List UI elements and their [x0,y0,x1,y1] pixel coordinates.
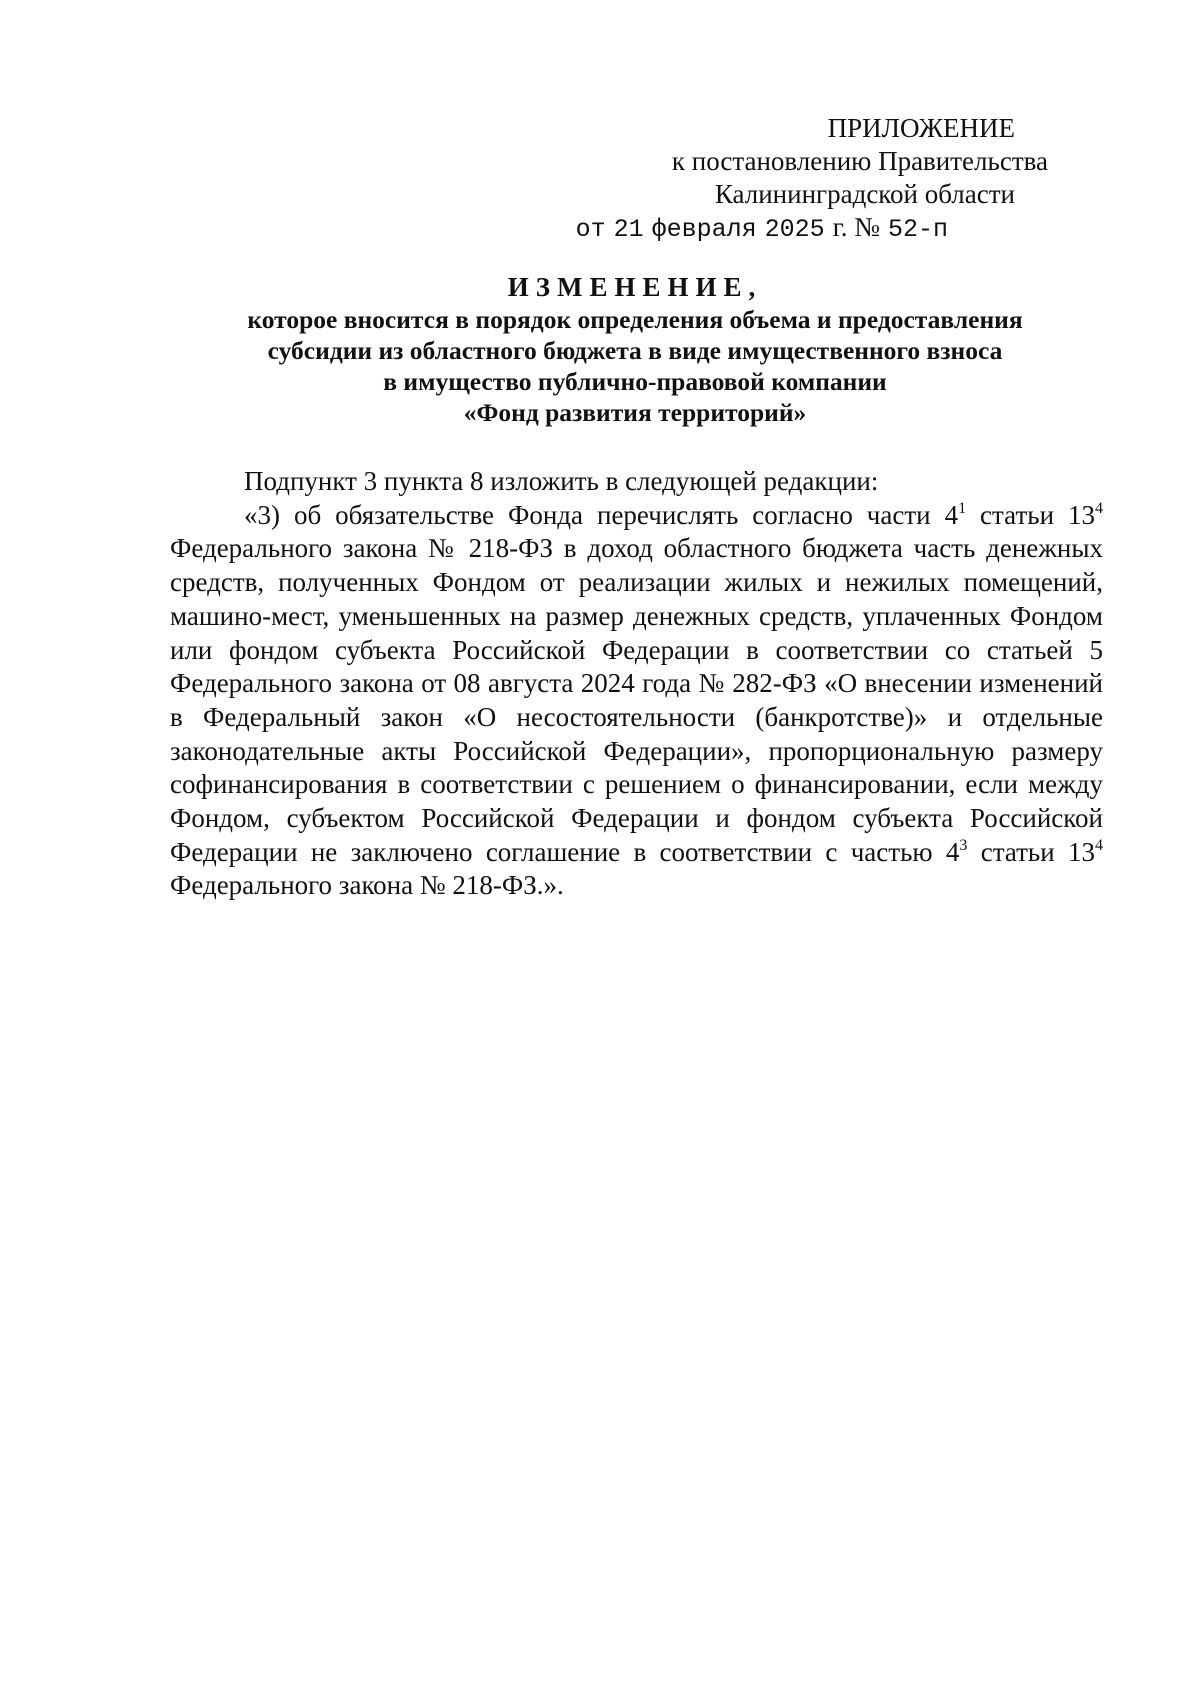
appendix-date-line [576,211,1048,246]
intro-paragraph: Подпункт 3 пункта 8 изложить в следующей редакции: [244,466,879,496]
doc-number: 52-п [887,215,948,244]
appendix-gov-line: к постановлению Правительства [671,146,1048,176]
superscript-a: 1 [958,499,967,517]
amendment-text-a: «3) об обязательстве Фонда перечислять согласно части 4 [244,499,959,530]
superscript-b: 4 [1095,499,1103,517]
date-month: февраля [651,215,757,244]
appendix-region-line: Калининградской области [714,179,1015,209]
date-year: 2025 [764,215,825,244]
document-title [170,272,1100,428]
superscript-c: 3 [959,836,968,854]
appendix-title: ПРИЛОЖЕНИЕ [827,113,1015,143]
title-main: ИЗМЕНЕНИЕ, [507,272,763,302]
title-line-4: «Фонд развития территорий» [463,398,807,427]
document-body [170,465,1103,903]
amendment-paragraph [170,499,1103,903]
amendment-text-c: Федерального закона № 218-ФЗ в доход областного бюджета часть денежных средств, полученных Фондом от реализации жилых и нежилых помещений, машино-мест, уменьшенных на размер денежных средств, уплаченных Фондом или фондом субъекта Российской Федерации в соответствии со статьей 5 Федерального закона от 08 августа 2024 года № 282-ФЗ «О внесении изменений в Федеральный закон «О несостоятельности (банкротстве)» и отдельные законодательные акты Российской Федерации», пропорциональную размеру софинансирования в соответствии с решением о финансировании, если между Фондом, субъектом Российской Федерации и фондом субъекта Российской Федерации не заключено соглашение в соответствии с частью 4 [170,533,1103,867]
date-prefix: от [575,215,606,244]
appendix-header [576,112,1048,246]
date-day: 21 [613,215,644,244]
date-year-suffix: г. № [832,212,880,242]
title-line-2: субсидии из областного бюджета в виде имущественного взноса [267,336,1003,365]
amendment-text-d: статьи 13 [967,836,1096,867]
title-line-1: которое вносится в порядок определения объема и предоставления [247,305,1023,334]
title-line-3: в имущество публично-правовой компании [383,367,887,396]
amendment-text-b: статьи 13 [966,499,1095,530]
superscript-d: 4 [1095,836,1104,854]
amendment-text-e: Федерального закона № 218-ФЗ.». [170,870,564,901]
